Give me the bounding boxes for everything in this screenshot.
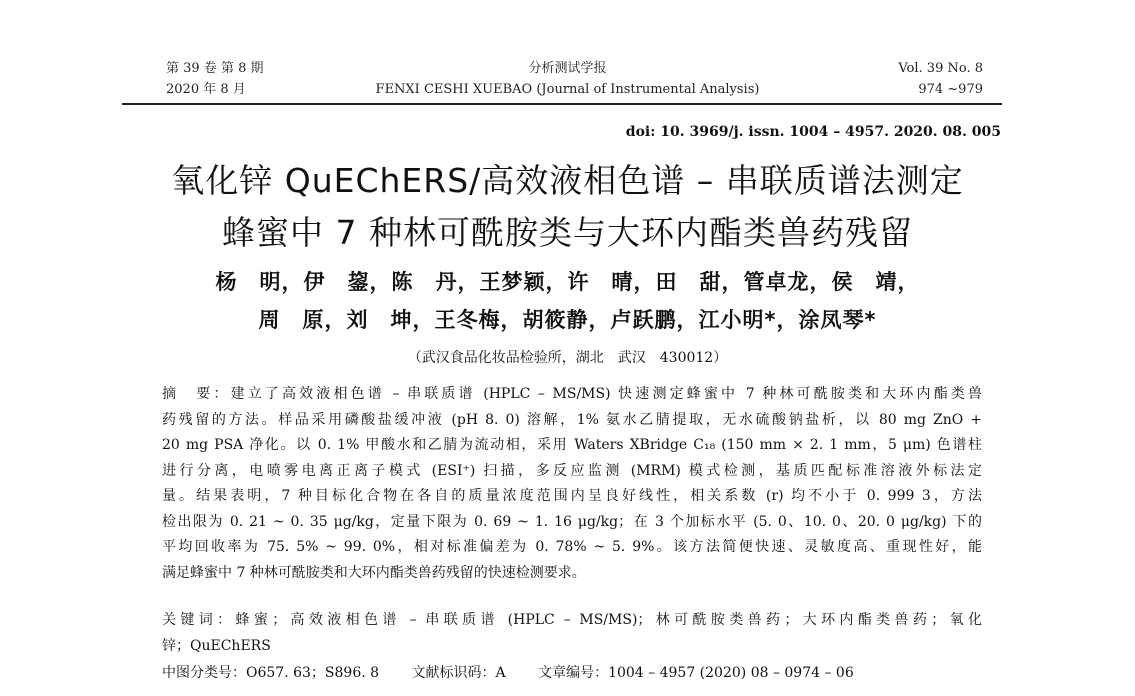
paper-title-line-2: 蜂蜜中 7 种林可酰胺类与大环内酯类兽药残留 bbox=[222, 213, 913, 252]
publication-date: 2020 年 8 月 bbox=[166, 82, 246, 97]
classification-line bbox=[162, 662, 882, 682]
affiliation: （武汉食品化妆品检验所，湖北 武汉 430012） bbox=[407, 350, 728, 366]
abstract-line: 平均回收率为 75. 5% ~ 99. 0%，相对标准偏差为 0. 78% ~ 5. 9%。该方法简便快速、灵敏度高、重现性好，能 bbox=[162, 539, 982, 555]
clc-number: 中图分类号：O657. 63；S896. 8 bbox=[162, 665, 380, 681]
keywords-line-2: 锌；QuEChERS bbox=[162, 637, 271, 654]
abstract-line: 满足蜂蜜中 7 种林可酰胺类和大环内酯类兽药残留的快速检测要求。 bbox=[162, 564, 586, 581]
vol-no: Vol. 39 No. 8 bbox=[898, 61, 983, 76]
journal-name-cn: 分析测试学报 bbox=[528, 61, 607, 76]
keywords-line-1: 关键词：蜂蜜；高效液相色谱 – 串联质谱 (HPLC – MS/MS)；林可酰胺类兽药；大环内酯类兽药；氧化 bbox=[162, 612, 982, 628]
paper-title-line-1: 氧化锌 QuEChERS/高效液相色谱 – 串联质谱法测定 bbox=[171, 161, 964, 200]
abstract-line: 药残留的方法。样品采用磷酸盐缓冲液 (pH 8. 0) 溶解，1% 氨水乙腈提取，无水硫酸钠盐析，以 80 mg ZnO + bbox=[162, 411, 982, 428]
keywords bbox=[162, 608, 982, 659]
article-number: 文章编号：1004 – 4957 (2020) 08 – 0974 – 06 bbox=[538, 665, 854, 681]
journal-name-en: FENXI CESHI XUEBAO (Journal of Instrumental Analysis) bbox=[375, 82, 760, 97]
doi[interactable]: doi: 10. 3969/j. issn. 1004 – 4957. 2020. 08. 005 bbox=[625, 124, 1001, 140]
volume-issue: 第 39 卷 第 8 期 bbox=[166, 61, 264, 76]
journal-vol-pages bbox=[898, 58, 983, 100]
abstract-line: 摘 要：建立了高效液相色谱 – 串联质谱 (HPLC – MS/MS) 快速测定蜂蜜中 7 种林可酰胺类和大环内酯类兽 bbox=[162, 386, 982, 402]
header-rule bbox=[122, 103, 1002, 105]
abstract bbox=[162, 382, 982, 586]
authors-line-1: 杨 明，伊 鋆，陈 丹，王梦颖，许 晴，田 甜，管卓龙，侯 靖， bbox=[215, 270, 920, 294]
abstract-line: 进行分离，电喷雾电离正离子模式 (ESI⁺) 扫描，多反应监测 (MRM) 模式检测，基质匹配标准溶液外标法定 bbox=[162, 462, 982, 479]
authors-line-2: 周 原，刘 坤，王冬梅，胡筱静，卢跃鹏，江小明*，涂凤琴* bbox=[258, 308, 877, 332]
abstract-line: 检出限为 0. 21 ~ 0. 35 μg/kg，定量下限为 0. 69 ~ 1. 16 μg/kg；在 3 个加标水平 (5. 0、10. 0、20. 0 μg/kg) 下的 bbox=[162, 513, 982, 530]
abstract-line: 量。结果表明，7 种目标化合物在各自的质量浓度范围内呈良好线性，相关系数 (r) 均不小于 0. 999 3，方法 bbox=[162, 488, 982, 504]
page-range: 974 ~979 bbox=[918, 82, 983, 97]
abstract-line: 20 mg PSA 净化。以 0. 1% 甲酸水和乙腈为流动相，采用 Waters XBridge C₁₈ (150 mm × 2. 1 mm，5 μm) 色谱柱 bbox=[162, 437, 982, 453]
document-code: 文献标识码：A bbox=[411, 665, 506, 681]
